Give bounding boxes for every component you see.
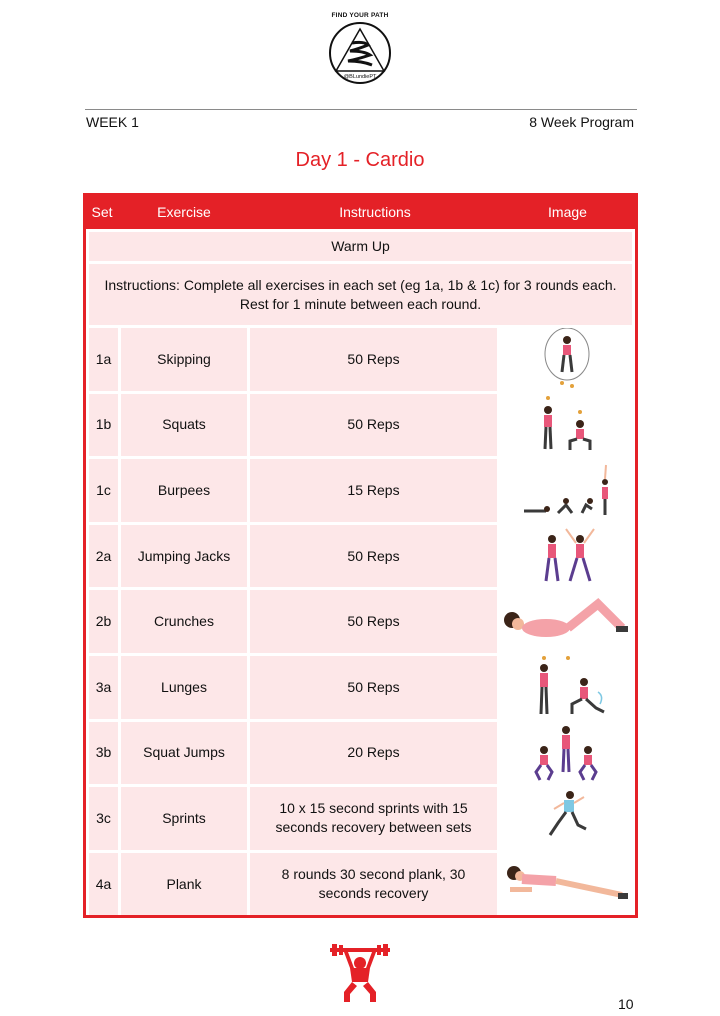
image-cell — [500, 328, 633, 391]
set-cell: 1a — [89, 328, 118, 391]
image-cell — [500, 853, 633, 916]
header-divider — [85, 109, 637, 110]
table-header — [86, 196, 635, 229]
burpees-figure-icon — [500, 459, 633, 521]
exercise-cell: Plank — [121, 853, 247, 916]
page-number: 10 — [618, 996, 634, 1012]
instructions-cell: 10 x 15 second sprints with 15 seconds recovery between sets — [250, 787, 497, 850]
exercise-cell: Jumping Jacks — [121, 525, 247, 588]
skipping-figure-icon — [500, 328, 633, 390]
instructions-cell: 50 Reps — [250, 394, 497, 457]
squats-figure-icon — [500, 394, 633, 456]
column-header-set: Set — [91, 204, 113, 220]
weightlifter-icon — [330, 944, 390, 1004]
program-label: 8 Week Program — [529, 114, 634, 130]
instructions-cell: 8 rounds 30 second plank, 30 seconds recovery — [250, 853, 497, 916]
set-cell: 3c — [89, 787, 118, 850]
logo-tagline: FIND YOUR PATH — [331, 12, 389, 19]
set-cell: 4a — [89, 853, 118, 916]
instructions-cell: 50 Reps — [250, 656, 497, 719]
exercise-cell: Squat Jumps — [121, 722, 247, 785]
set-cell: 2a — [89, 525, 118, 588]
exercise-cell: Sprints — [121, 787, 247, 850]
sprint-figure-icon — [500, 787, 633, 849]
set-cell: 3a — [89, 656, 118, 719]
instructions-cell: 15 Reps — [250, 459, 497, 522]
image-cell — [500, 656, 633, 719]
exercise-cell: Squats — [121, 394, 247, 457]
exercise-cell: Crunches — [121, 590, 247, 653]
instructions-note-line-2: Rest for 1 minute between each round. — [239, 295, 482, 312]
exercise-cell: Burpees — [121, 459, 247, 522]
week-label: WEEK 1 — [86, 114, 139, 130]
column-header-exercise: Exercise — [157, 204, 211, 220]
exercise-cell: Lunges — [121, 656, 247, 719]
exercise-cell: Skipping — [121, 328, 247, 391]
instructions-cell: 50 Reps — [250, 328, 497, 391]
image-cell — [500, 394, 633, 457]
column-header-instructions: Instructions — [339, 204, 411, 220]
warm-up-row: Warm Up — [89, 232, 632, 261]
instructions-cell: 50 Reps — [250, 590, 497, 653]
logo-handle: @BLundiePT — [343, 74, 377, 80]
instructions-cell: 20 Reps — [250, 722, 497, 785]
page-title: Day 1 - Cardio — [295, 149, 425, 171]
plank-figure-icon — [500, 853, 633, 915]
image-cell — [500, 459, 633, 522]
image-cell — [500, 787, 633, 850]
crunches-figure-icon — [500, 590, 633, 652]
set-cell: 1b — [89, 394, 118, 457]
lunges-figure-icon — [500, 656, 633, 718]
instructions-note — [89, 264, 632, 325]
set-cell: 3b — [89, 722, 118, 785]
jumping-jacks-figure-icon — [500, 525, 633, 587]
set-cell: 1c — [89, 459, 118, 522]
column-header-image: Image — [548, 204, 587, 220]
image-cell — [500, 525, 633, 588]
image-cell — [500, 590, 633, 653]
instructions-cell: 50 Reps — [250, 525, 497, 588]
brand-logo — [325, 12, 395, 96]
instructions-note-line-1: Instructions: Complete all exercises in each set (eg 1a, 1b & 1c) for 3 rounds each. — [104, 276, 617, 293]
workout-table — [83, 193, 638, 918]
image-cell — [500, 722, 633, 785]
set-cell: 2b — [89, 590, 118, 653]
squat-jumps-figure-icon — [500, 722, 633, 784]
